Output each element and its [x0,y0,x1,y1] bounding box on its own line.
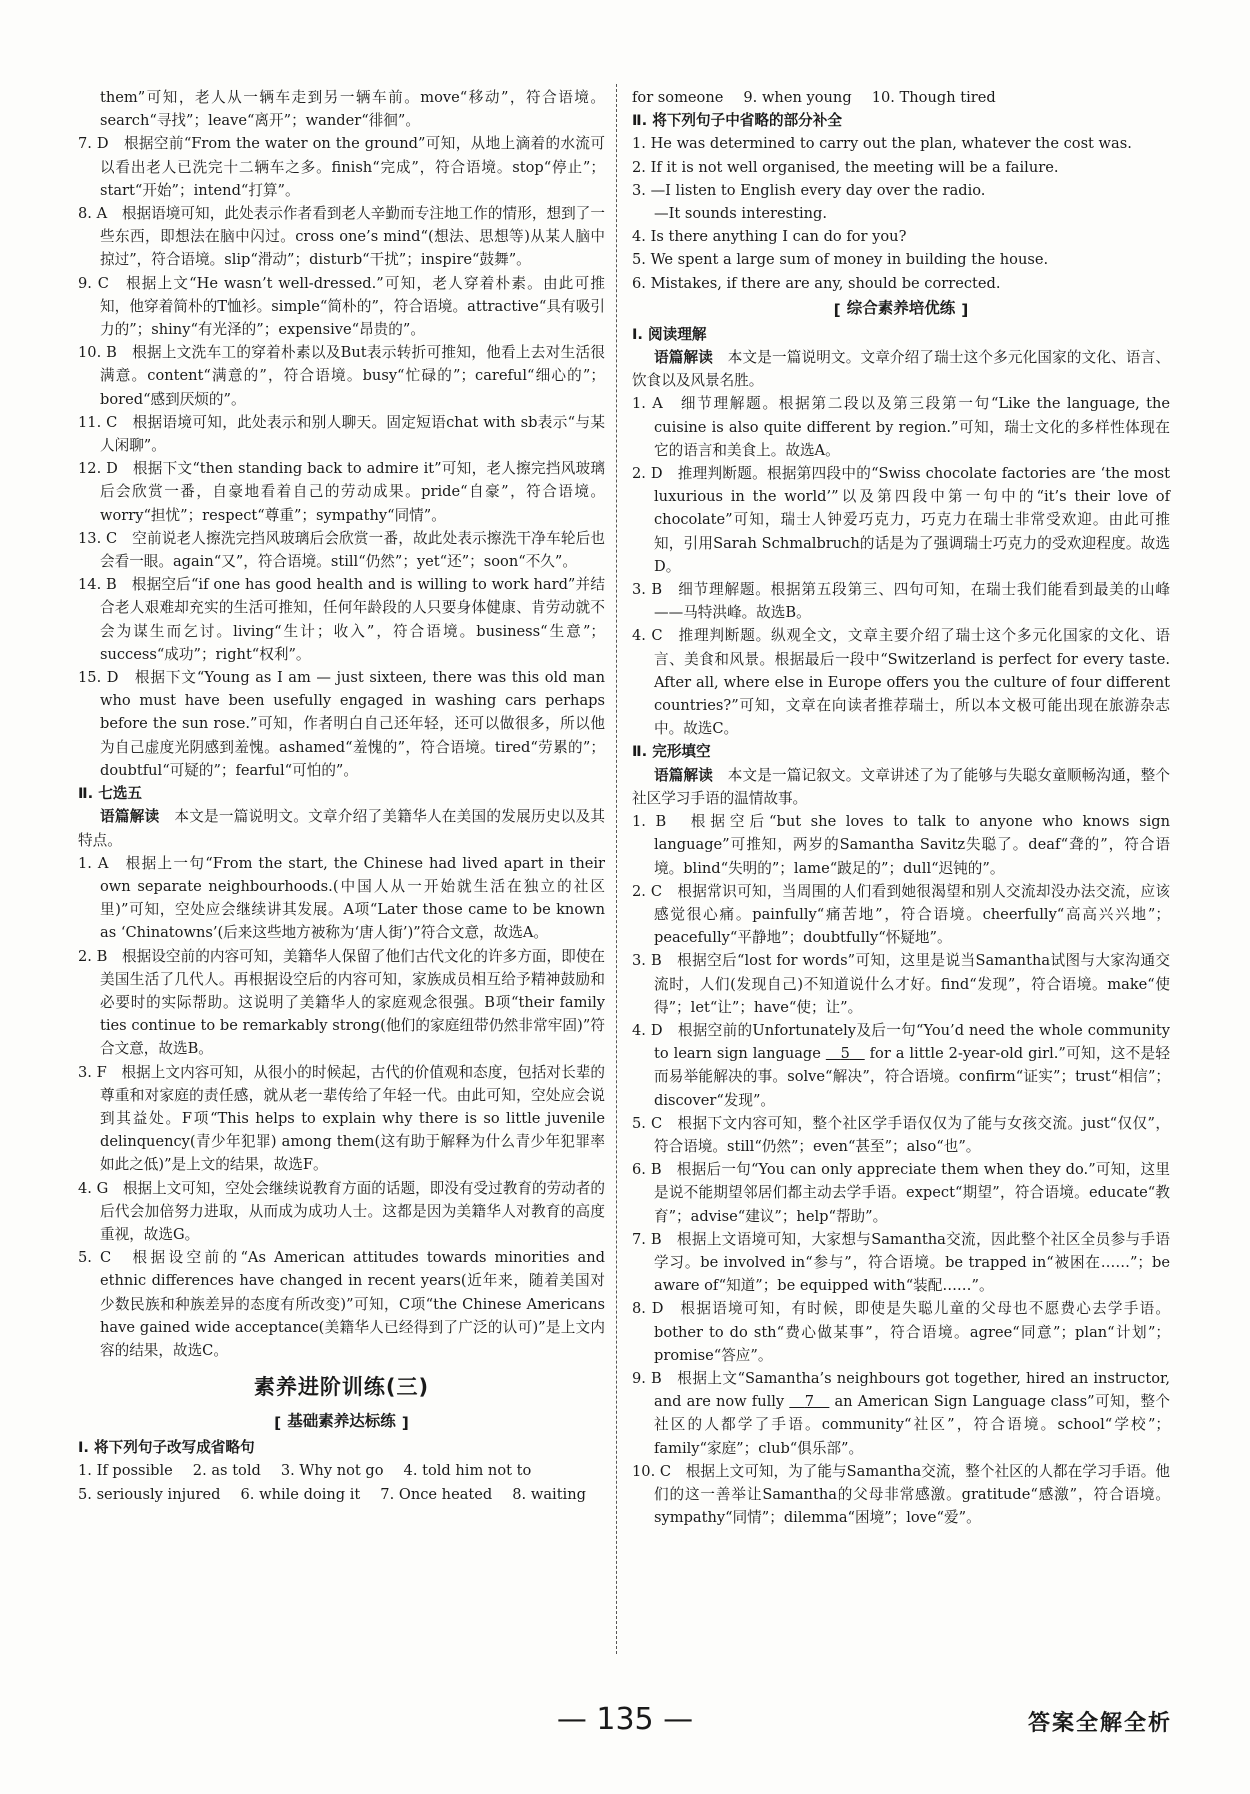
reading-answer-4: 4. C 推理判断题。纵观全文，文章主要介绍了瑞士这个多元化国家的文化、语言、美食和风景。根据最后一段中“Switzerland is perfect for every taste. After all, where else in Europe offers you the culture of four different countries?”可知，文章在向读者推荐瑞士，所以本文极可能出现在旅游杂志中。故选C。 [632,627,1170,738]
answer-row [632,86,1170,109]
blank-number [826,1045,865,1062]
answer-row [78,1459,605,1482]
cloze-answer-10: 10. C 根据上文可知，为了能与Samantha交流，整个社区的人都在学习手语。他们的这一善举让Samantha的父母非常感激。gratitude“感激”，符合语境。sympathy“同情”；dilemma“困境”；love“爱”。 [632,1462,1170,1527]
answer-15: 15. D 根据下文“Young as I am — just sixteen, there was this old man who must have been usefully engaged in washing cars perhaps before the sun rose.”可知，作者明白自己还年轻，还可以做很多，所以他为自己虚度光阴感到羞愧。ashamed“羞愧的”，符合语境。tired“劳累的”；doubtful“可疑的”；fearful“可怕的”。 [78,669,605,779]
sentence-item: 4. Is there anything I can do for you? [632,228,907,246]
reading-answer-1: 1. A 细节理解题。根据第二段以及第三段第一句“Like the language, the cuisine is also quite different by region.”可知，瑞士文化的多样性体现在它的语言和美食上。故选A。 [632,395,1170,459]
passage-summary-label: 语篇解读 [654,349,713,367]
passage-summary [78,805,605,851]
box-title-text: 基础素养达标练 [287,1412,396,1431]
cloze-answer-1: 1. B 根据空后“but she loves to talk to anyone who knows sign language”可推知，两岁的Samantha Savitz失聪了。deaf“聋的”，符合语境。blind“失明的”；lame“跛足的”；dull“迟钝的”。 [632,813,1170,877]
unit-title: 素养进阶训练(三) [253,1375,430,1400]
cloze-text: 4. D 根据空前的Unfortunately及后一句“You’d need the whole community to learn sign language [632,1021,1170,1063]
answer-14: 14. B 根据空后“if one has good health and is willing to work hard”并结合老人艰难却充实的生活可推知，任何年龄段的人只要身体健康、肯劳动就不会为谋生而乞讨。living“生计；收入”，符合语境。business“生意”；success“成功”；right“权利”。 [78,576,605,663]
answer-item: 2. as told [192,1462,261,1480]
section-heading-cloze: Ⅱ. 完形填空 [632,743,711,761]
answer-9: 9. C 根据上文“He wasn’t well-dressed.”可知，老人穿着朴素。由此可推知，他穿着简朴的T恤衫。simple“简朴的”，符合语境。attractive“具有吸引力的”；shiny“有光泽的”；expensive“昂贵的”。 [78,274,605,339]
cloze-answer-4 [632,1019,1170,1112]
cloze-answer-2: 2. C 根据常识可知，当周围的人们看到她很渴望和别人交流却没办法交流，应该感觉很心痛。painfully“痛苦地”，符合语境。cheerfully“高高兴兴地”；peacefully“平静地”；doubtfully“怀疑地”。 [632,882,1170,947]
cloze-answer-8: 8. D 根据语境可知，有时候，即使是失聪儿童的父母也不愿费心去学手语。bother to do sth“费心做某事”，符合语境。agree“同意”；plan“计划”；promise“答应”。 [632,1300,1170,1364]
passage-summary-text: 本文是一篇说明文。文章介绍了瑞士这个多元化国家的文化、语言、饮食以及风景名胜。 [632,349,1170,390]
box-title-advanced [632,295,1170,323]
cloze-text: 9. B 根据上文“Samantha’s neighbours got together, hired an instructor, and are now fully [632,1369,1170,1411]
seven-five-answer-4: 4. G 根据上文可知，空处会继续说教育方面的话题，即没有受过教育的劳动者的后代会加倍努力进取，从而成为成功人士。这都是因为美籍华人对教育的高度重视，故选G。 [78,1179,605,1243]
passage-summary-label: 语篇解读 [654,766,713,784]
answer-item: 6. while doing it [240,1485,361,1503]
answer-12: 12. D 根据下文“then standing back to admire it”可知，老人擦完挡风玻璃后会欣赏一番，自豪地看着自己的劳动成果。pride“自豪”，符合语境。worry“担忧”；respect“尊重”；sympathy“同情”。 [78,460,605,524]
answer-item: 8. waiting [512,1485,586,1503]
passage-summary-text: 本文是一篇记叙文。文章讲述了为了能够与失聪女童顺畅沟通，整个社区学习手语的温情故事。 [632,766,1170,807]
seven-five-answer-5: 5. C 根据设空前的“As American attitudes towards minorities and ethnic differences have changed in recent years(近年来，随着美国对少数民族和种族差异的态度有所改变)”可知，C项“the Chinese Americans have gained wide acceptance(美籍华人已经得到了广泛的认可)”是上文内容的结果，故选C。 [78,1249,605,1359]
answer-item: for someone [632,89,724,106]
box-title-basic [78,1408,605,1436]
left-column [78,86,605,1506]
answer-8: 8. A 根据语境可知，此处表示作者看到老人辛勤而专注地工作的情形，想到了一些东西，即想法在脑中闪过。cross one’s mind“(想法、思想等)从某人脑中掠过”，符合语境。slip“滑动”；disturb“干扰”；inspire“鼓舞”。 [78,205,605,269]
answer-row [78,1483,605,1506]
right-column [632,86,1170,1529]
seven-five-answer-3: 3. F 根据上文内容可知，从很小的时候起，古代的价值观和态度，包括对长辈的尊重和对家庭的责任感，就从老一辈传给了年轻一代。由此可知，空处应会说到其益处。F项“This helps to explain why there is so little juvenile delinquency(青少年犯罪) among them(这有助于解释为什么青少年犯罪率如此之低)”是上文的结果，故选F。 [78,1063,605,1174]
answer-11: 11. C 根据语境可知，此处表示和别人聊天。固定短语chat with sb表示“与某人闲聊”。 [78,413,605,455]
answer-item: 1. If possible [78,1462,173,1480]
footer-brand: 答案全解全析 [1027,1711,1172,1736]
box-title-text: 综合素养培优练 [846,298,956,317]
bracket-open-icon: [ [833,300,841,319]
passage-summary [632,346,1170,392]
section-heading-complete: Ⅱ. 将下列句子中省略的部分补全 [632,112,842,130]
cloze-answer-6: 6. B 根据后一句“You can only appreciate them when they do.”可知，这里是说不能期望邻居们都主动去学手语。expect“期望”，符合语境。educate“教育”；advise“建议”；help“帮助”。 [632,1161,1170,1225]
page-number: — 135 — [556,1702,694,1737]
answer-item: 9. when young [743,89,852,106]
answer-item: 3. Why not go [280,1462,384,1480]
section-heading-reading: Ⅰ. 阅读理解 [632,325,707,343]
section-heading-ellipsis: Ⅰ. 将下列句子改写成省略句 [78,1439,255,1457]
passage-summary-label: 语篇解读 [100,808,160,826]
blank-number [789,1393,829,1410]
seven-five-answer-1: 1. A 根据上一句“From the start, the Chinese had lived apart in their own separate neighbourhoods.(中国人从一开始就生活在独立的社区里)”可知，空处应会继续讲其发展。A项“Later those came to be known as ‘Chinatowns’(后来这些地方被称为‘唐人街’)”符合文意，故选A。 [78,854,605,942]
bracket-close-icon: ] [401,1414,409,1433]
answer-10: 10. B 根据上文洗车工的穿着朴素以及But表示转折可推知，他看上去对生活很满意。content“满意的”，符合语境。busy“忙碌的”；careful“细心的”；bored“感到厌烦的”。 [78,344,605,408]
seven-five-answer-2: 2. B 根据设空前的内容可知，美籍华人保留了他们古代文化的许多方面，即使在美国生活了几代人。再根据设空后的内容可知，家族成员相互给予精神鼓励和必要时的实际帮助。这说明了美籍华人的家庭观念很强。B项“their family ties continue to be remarkably strong(他们的家庭纽带仍然非常牢固)”符合文意，故选B。 [78,947,605,1058]
sentence-item: 3. —I listen to English every day over the radio. [632,181,986,199]
answer-7: 7. D 根据空前“From the water on the ground”可知，从地上滴着的水流可以看出老人已洗完十二辆车之多。finish“完成”，符合语境。stop“停止”；start“开始”；intend“打算”。 [78,135,605,199]
blank-label: 7 [804,1393,814,1411]
answer-item: 5. seriously injured [78,1485,221,1503]
sentence-item: 2. If it is not well organised, the meeting will be a failure. [632,158,1059,176]
answer-item: 7. Once heated [380,1485,493,1503]
section-heading-seven-choose-five: Ⅱ. 七选五 [78,785,143,803]
cloze-answer-9 [632,1367,1170,1460]
column-divider [616,84,617,1654]
cloze-text: for a little 2-year-old girl.”可知，这不是轻而易举能解决的事。solve“解决”，符合语境。confirm“证实”；trust“相信”；discover“发现”。 [654,1045,1171,1109]
answer-13: 13. C 空前说老人擦洗完挡风玻璃后会欣赏一番，故此处表示擦洗干净车轮后也会看一眼。again“又”，符合语境。still“仍然”；yet“还”；soon“不久”。 [78,529,605,571]
passage-summary-text: 本文是一篇说明文。文章介绍了美籍华人在美国的发展历史以及其特点。 [78,808,605,849]
cloze-text: an American Sign Language class”可知，整个社区的人都学了手语。community“社区”，符合语境。school“学校”；family“家庭”；club“俱乐部”。 [654,1393,1170,1457]
cloze-answer-5: 5. C 根据下文内容可知，整个社区学手语仅仅为了能与女孩交流。just“仅仅”，符合语境。still“仍然”；even“甚至”；also“也”。 [632,1114,1170,1155]
sentence-item: 1. He was determined to carry out the plan, whatever the cost was. [632,135,1132,153]
bracket-close-icon: ] [961,300,969,319]
answer-paragraph: them”可知，老人从一辆车走到另一辆车前。move“移动”，符合语境。search“寻找”；leave“离开”；wander“徘徊”。 [100,89,605,130]
cloze-answer-7: 7. B 根据上文语境可知，大家想与Samantha交流，因此整个社区全员参与手语学习。be involved in“参与”，符合语境。be trapped in“被困在……”；be aware of“知道”；be equipped with“装配……”。 [632,1230,1170,1295]
answer-item: 10. Though tired [871,89,996,106]
passage-summary [632,764,1170,810]
answer-item: 4. told him not to [403,1462,532,1480]
sentence-item: —It sounds interesting. [654,205,827,223]
sentence-item: 6. Mistakes, if there are any, should be corrected. [632,274,1001,292]
bracket-open-icon: [ [274,1414,282,1433]
blank-label: 5 [840,1045,850,1063]
reading-answer-2: 2. D 推理判断题。根据第四段中的“Swiss chocolate factories are ‘the most luxurious in the world’”以及第四段中第一句中的“it’s their love of chocolate”可知，瑞士人钟爱巧克力，巧克力在瑞士非常受欢迎。由此可推知，引用Sarah Schmalbruch的话是为了强调瑞士巧克力的受欢迎程度。故选D。 [632,465,1170,575]
sentence-item: 5. We spent a large sum of money in building the house. [632,251,1049,269]
reading-answer-3: 3. B 细节理解题。根据第五段第三、四句可知，在瑞士我们能看到最美的山峰——马特洪峰。故选B。 [632,581,1170,622]
cloze-answer-3: 3. B 根据空后“lost for words”可知，这里是说当Samantha试图与大家沟通交流时，人们(发现自己)不知道说什么才好。find“发现”，符合语境。make“使得”；let“让”；have“使；让”。 [632,952,1170,1016]
